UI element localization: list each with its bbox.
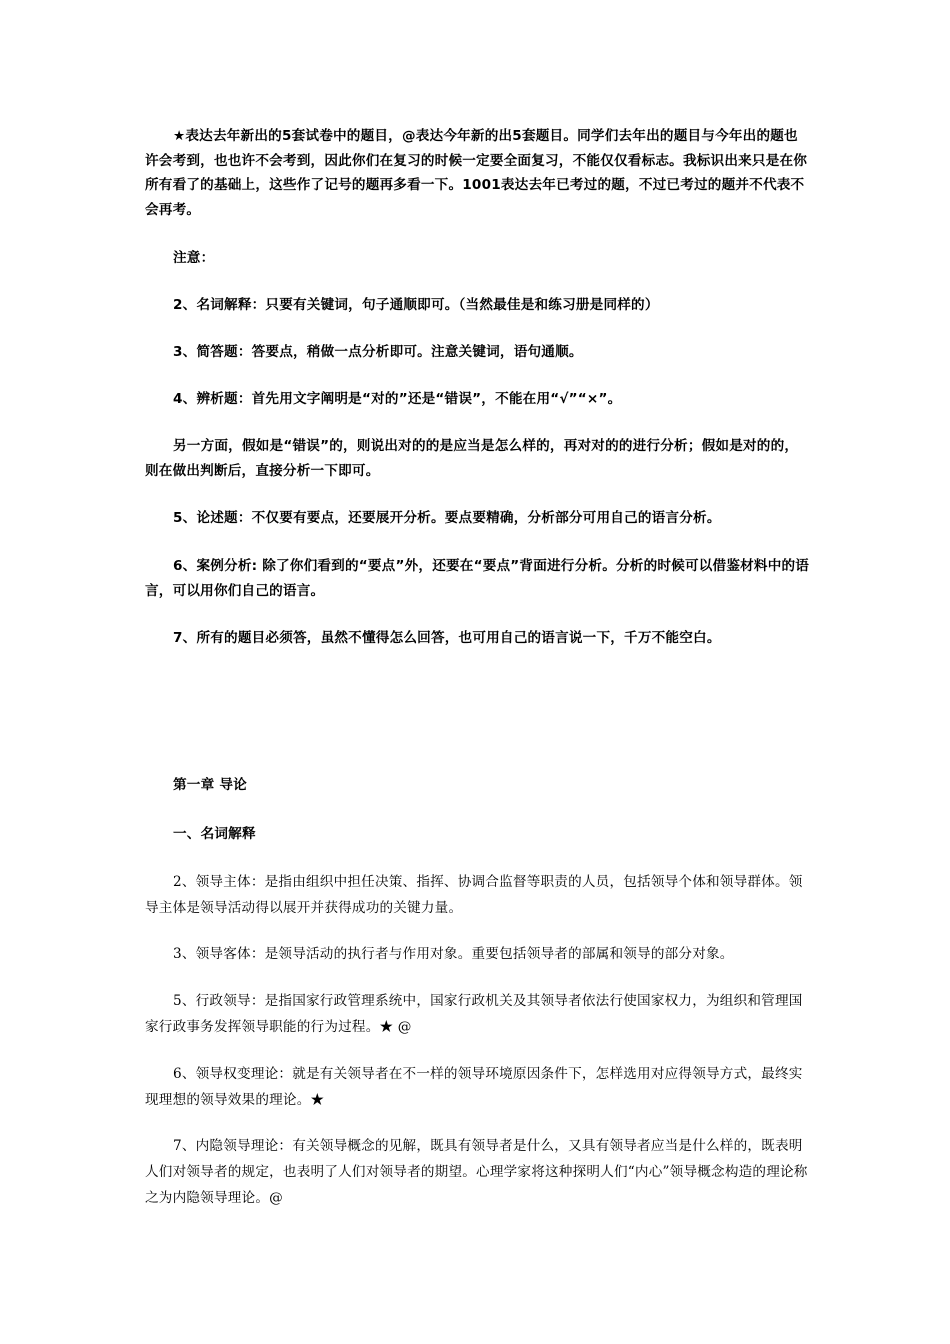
notice-item-essay: 5、论述题：不仅要有要点，还要展开分析。要点要精确，分析部分可用自己的语言分析。 — [173, 510, 721, 526]
chapter-title: 第一章 导论 — [173, 777, 247, 793]
term-administrative-leadership: 5、行政领导：是指国家行政管理系统中，国家行政机关及其领导者依法行使国家权力，为组织和管理国家行政事务发挥领导职能的行为过程。★ @ — [145, 993, 803, 1035]
term-implicit-leadership-theory: 7、内隐领导理论：有关领导概念的见解，既具有领导者是什么，又具有领导者应当是什么样的，既表明人们对领导者的规定，也表明了人们对领导者的期望。心理学家将这种探明人们“内心”领导概念构造的理论称之为内隐领导理论。@ — [145, 1138, 808, 1206]
notice-heading: 注意： — [173, 250, 215, 266]
term-contingency-theory: 6、领导权变理论：就是有关领导者在不一样的领导环境原因条件下，怎样选用对应得领导方式，最终实现理想的领导效果的理论。★ — [145, 1066, 803, 1108]
notice-item-discrimination: 4、辨析题：首先用文字阐明是“对的”还是“错误”，不能在用“√”“×”。 — [173, 391, 622, 407]
notice-item-terms: 2、名词解释：只要有关键词，句子通顺即可。（当然最佳是和练习册是同样的） — [173, 297, 659, 313]
notice-item-discrimination-detail: 另一方面，假如是“错误”的，则说出对的的是应当是怎么样的，再对对的的进行分析；假如是对的的，则在做出判断后，直接分析一下即可。 — [145, 438, 799, 479]
term-leadership-object: 3、领导客体：是领导活动的执行者与作用对象。重要包括领导者的部属和领导的部分对象。 — [173, 946, 734, 962]
notice-item-case-analysis: 6、案例分析: 除了你们看到的“要点”外，还要在“要点”背面进行分析。分析的时候可以借鉴材料中的语言，可以用你们自己的语言。 — [145, 558, 810, 599]
notice-item-short-answer: 3、简答题：答要点，稍做一点分析即可。注意关键词，语句通顺。 — [173, 344, 583, 360]
term-leadership-subject: 2、领导主体：是指由组织中担任决策、指挥、协调合监督等职责的人员，包括领导个体和领导群体。领导主体是领导活动得以展开并获得成功的关键力量。 — [145, 874, 803, 916]
section-heading: 一、名词解释 — [173, 826, 256, 842]
notice-item-all-questions: 7、所有的题目必须答，虽然不懂得怎么回答，也可用自己的语言说一下，千万不能空白。 — [173, 630, 721, 646]
intro-paragraph: ★表达去年新出的5套试卷中的题目，@表达今年新的出5套题目。同学们去年出的题目与今年出的题也许会考到，也也许不会考到，因此你们在复习的时候一定要全面复习，不能仅仅看标志。我标识出来只是在你所有看了的基础上，这些作了记号的题再多看一下。1001表达去年已考过的题，不过已考过的题并不代表不会再考。 — [145, 128, 808, 218]
